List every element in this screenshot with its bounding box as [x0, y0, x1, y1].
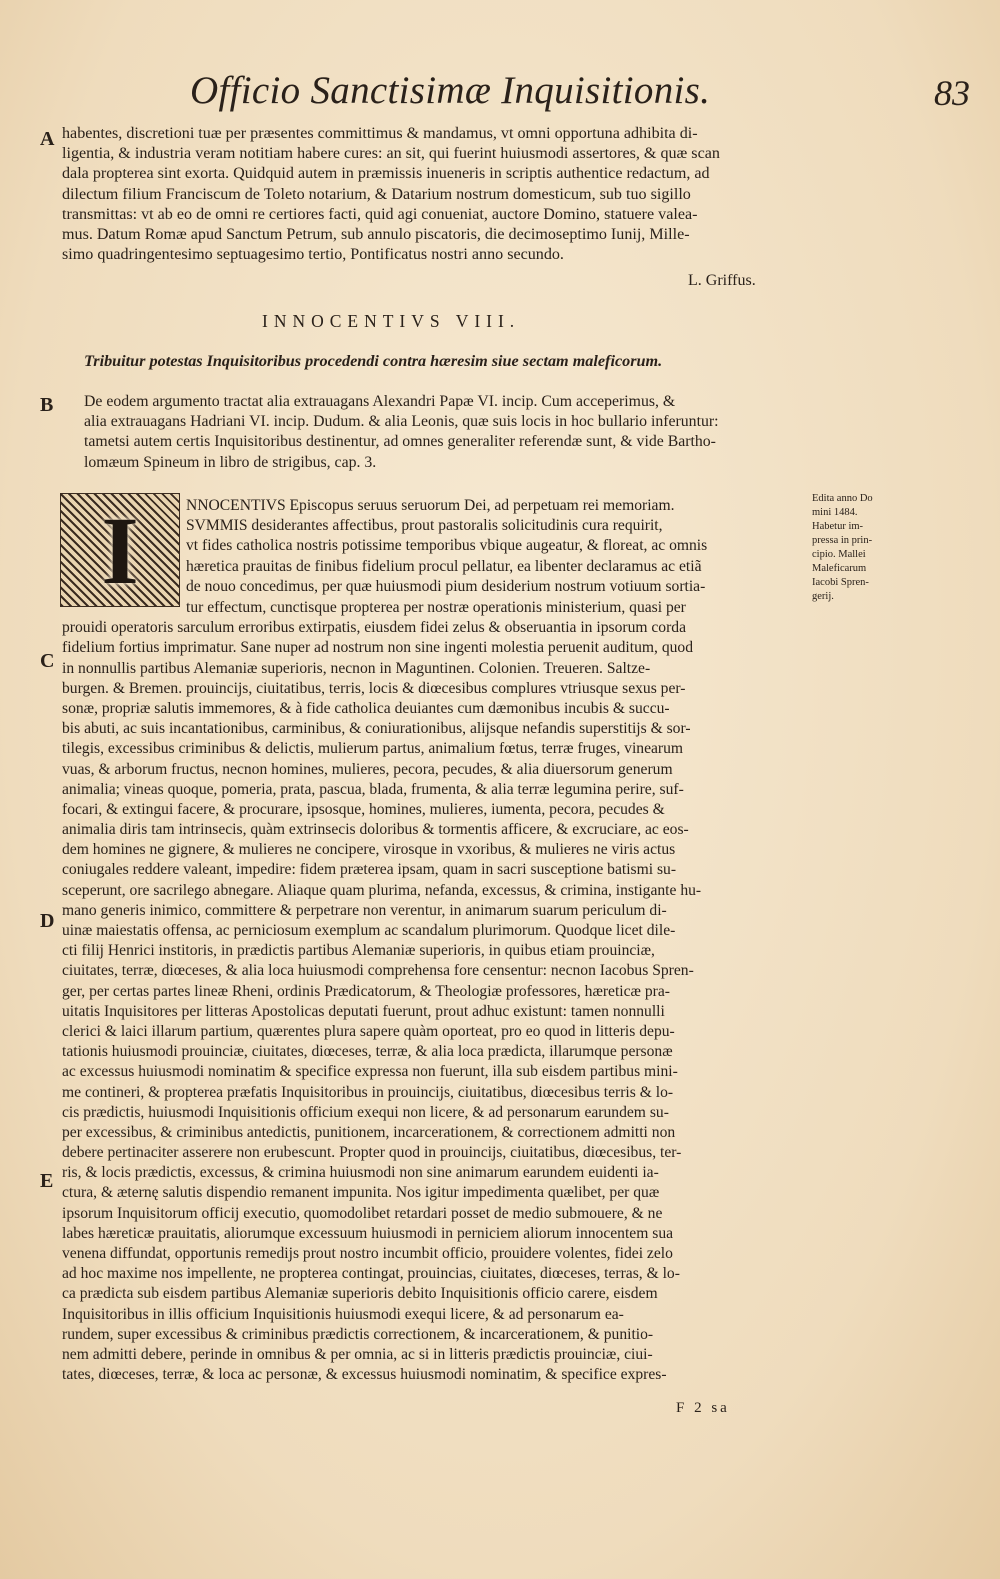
text-line: animalia diris tam intrinsecis, quàm extrinsecis doloribus & tormentis afficere, & excruciare, ac eos- — [62, 821, 689, 839]
section-marker-a: A — [40, 128, 55, 150]
text-line: mano generis inimico, committere & perpetrare non verentur, in animarum suarum periculum di- — [62, 901, 667, 919]
section-heading: INNOCENTIVS VIII. — [262, 311, 521, 331]
text-line: bis abuti, ac suis incantationibus, carminibus, & coniurationibus, alijsque nefandis superstitijs & sor- — [62, 720, 691, 738]
text-line: me contineri, & propterea præfatis Inquisitoribus in prouincijs, ciuitatibus, diœcesibus terris & lo- — [62, 1083, 674, 1101]
text-line: fidelium fortius imprimatur. Sane nuper ad nostrum non sine ingenti molestia peruenit auditum, quod — [62, 639, 694, 657]
signature: L. Griffus. — [688, 272, 756, 289]
text-line: lomæum Spineum in libro de strigibus, cap. 3. — [84, 453, 377, 471]
page-number: 83 — [934, 73, 970, 113]
paragraph-b — [84, 392, 812, 473]
text-line: per excessibus, & criminibus antedictis, punitionem, incarcerationem, & correctionem admitti non — [62, 1123, 676, 1141]
text-line: alia extrauagans Hadriani VI. incip. Dudum. & alia Leonis, quæ suis locis in hoc bullario inferuntur: — [84, 413, 719, 431]
text-line: dala propterea sint exorta. Quidquid autem in præmissis inueneris in scriptis authentice redactum, ad — [62, 165, 710, 183]
text-line: debere pertinaciter asserere non erubescunt. Propter quod in prouincijs, ciuitatibus, diœcesibus, ter- — [62, 1144, 682, 1162]
text-line: venena diffundat, opportunis remedijs prout nostro incumbit officio, prouidere volentes, fidei zelo — [62, 1245, 673, 1262]
margin-note-line: Habetur im- — [812, 521, 864, 532]
text-line: simo quadringentesimo septuagesimo tertio, Pontificatus nostri anno secundo. — [62, 246, 564, 264]
text-line: cis prædictis, huiusmodi Inquisitionis officium exequi non licere, & ad personarum earundem su- — [62, 1103, 669, 1121]
text-line: coniugales reddere valeant, impedire: fidem præterea ipsam, quam in sacri susceptione batismi su- — [62, 861, 677, 879]
section-marker-c: C — [40, 650, 55, 672]
text-line: dem homines ne gignere, & mulieres ne concipere, virosque in vxoribus, & mulieres ne viris actus — [62, 841, 676, 859]
text-line: habentes, discretioni tuæ per præsentes committimus & mandamus, vt omni opportuna adhibita di- — [62, 125, 698, 142]
text-line: uitatis Inquisitores per litteras Apostolicas deputati fuerunt, prout adhuc existunt: tamen nonnulli — [62, 1002, 665, 1020]
text-line: tametsi autem certis Inquisitoribus destinentur, ad omnes generaliter referendæ sunt, & vide Bartho- — [84, 433, 716, 451]
paragraph-a — [62, 124, 814, 265]
section-marker-e: E — [40, 1170, 54, 1192]
text-line: animalia; vineas quoque, pomeria, prata, pascua, blada, frumenta, & alia terræ legumina perire, suf- — [62, 780, 684, 798]
section-marker-d: D — [40, 910, 55, 932]
margin-note-line: Iacobi Spren- — [812, 577, 869, 588]
text-line: vt fides catholica nostris potissime temporibus vbique augeatur, & floreat, ac omnis — [186, 537, 708, 555]
text-line: NNOCENTIVS Episcopus seruus seruorum Dei, ad perpetuam rei memoriam. — [186, 497, 675, 514]
text-line: prouidi operatoris sarculum erroribus extirpatis, eiusdem fidei zelus & obseruantia in ipsorum corda — [62, 619, 687, 637]
rubric: Tribuitur potestas Inquisitoribus procedendi contra hæresim siue sectam maleficorum. — [84, 352, 663, 370]
text-line: ger, per certas partes lineæ Rheni, ordinis Prædicatorum, & Theologiæ professores, hæreticæ pra- — [62, 982, 670, 1000]
signature-mark: F 2 sa — [676, 1400, 730, 1416]
text-line: sonæ, propriæ salutis immemores, & à fide catholica deuiantes cum dæmonibus incubis & succu- — [62, 699, 670, 717]
text-line: ipsorum Inquisitorum officij executio, quomodolibet retardari posset de medio submouere, & ne — [62, 1204, 663, 1222]
margin-note-line: Edita anno Do — [812, 493, 873, 504]
text-line: vuas, & arborum fructus, necnon homines, mulieres, pecora, pecudes, & alia diuersorum generum — [62, 760, 673, 778]
margin-note-line: cipio. Mallei — [812, 549, 866, 560]
running-title: Officio Sanctisimæ Inquisitionis. — [190, 69, 711, 112]
text-line: nem admitti debere, perinde in omnibus & per omnia, ac si in litteris prædictis prouinciæ, ciui- — [62, 1345, 653, 1363]
decorated-initial — [60, 493, 180, 607]
text-line: cti filij Henrici institoris, in prædictis partibus Alemaniæ superioris, in quibus etiam prouinciæ, — [62, 942, 655, 960]
text-line: ligentia, & industria veram notitiam habere cures: an sit, qui fuerint huiusmodi assertores, & quæ scan — [62, 145, 720, 163]
margin-note — [812, 492, 904, 604]
text-line: sceperunt, ore sacrilego abnegare. Aliaque quam plurima, nefanda, excessus, & crimina, instigante hu- — [62, 881, 702, 899]
text-line: tationis huiusmodi prouinciæ, ciuitates, diœceses, terræ, & alia loca prædicta, illarumque personæ — [62, 1043, 673, 1061]
text-line: rundem, super excessibus & criminibus prædictis correctionem, & incarcerationem, & punitio- — [62, 1325, 654, 1343]
text-line: Inquisitoribus in illis officium Inquisitionis huiusmodi exequi licere, & ad personarum ea- — [62, 1305, 624, 1323]
text-line: ris, & locis prædictis, excessus, & crimina huiusmodi non sine animarum earundem euidenti ia- — [62, 1164, 659, 1182]
text-line: SVMMIS desiderantes affectibus, prout pastoralis solicitudinis cura requirit, — [186, 517, 663, 535]
text-line: tates, diœceses, terræ, & loca ac personæ, & excessus huiusmodi nominatim, & specifice expres- — [62, 1366, 667, 1384]
text-line: mus. Datum Romæ apud Sanctum Petrum, sub annulo piscatoris, die decimoseptimo Iunij, Mille- — [62, 225, 690, 243]
text-line: labes hæreticæ prauitatis, aliorumque excessuum huiusmodi in perniciem aliorum innocentem sua — [62, 1224, 674, 1242]
main-paragraph — [62, 598, 814, 1385]
section-marker-b: B — [40, 394, 54, 416]
initial-letter: I — [101, 496, 139, 604]
running-header — [190, 68, 970, 128]
text-line: De eodem argumento tractat alia extrauagans Alexandri Papæ VI. incip. Cum acceperimus, & — [84, 393, 676, 410]
text-line: in nonnullis partibus Alemaniæ superioris, necnon in Maguntinen. Colonien. Treueren. Saltze- — [62, 659, 651, 677]
text-line: ctura, & æternę salutis dispendio remanent impunita. Nos igitur impedimenta quælibet, per quæ — [62, 1184, 660, 1202]
margin-note-line: gerij. — [812, 591, 834, 602]
text-line: ac excessus huiusmodi nominatim & specifice expressa non fuerunt, illa sub eisdem partibus mini- — [62, 1063, 678, 1081]
text-line: focari, & extingui facere, & procurare, ipsosque, homines, mulieres, iumenta, pecora, pecudes & — [62, 800, 665, 818]
text-line: ad hoc maxime nos impellente, ne propterea contingat, prouincias, ciuitates, diœceses, terras, & lo- — [62, 1265, 680, 1283]
text-line: clerici & laici illarum partium, quærentes plura sapere quàm oporteat, pro eo quod in litteris depu- — [62, 1022, 675, 1040]
margin-note-line: Maleficarum — [812, 563, 867, 574]
text-line: ca prædicta sub eisdem partibus Alemaniæ superioris debito Inquisitionis officio carere, eisdem — [62, 1285, 658, 1303]
text-line: dilectum filium Franciscum de Toleto notarium, & Datarium nostrum domesticum, sub tuo sigillo — [62, 185, 691, 203]
text-line: hæretica prauitas de finibus fidelium procul pellatur, ea libenter declaramus ac etiã — [186, 557, 702, 575]
text-line: uinæ maiestatis offensa, ac perniciosum exemplum ac scandalum plurimorum. Quodque licet dile- — [62, 922, 676, 939]
text-line: ciuitates, terræ, diœceses, & alia loca huiusmodi comprehensa fore censentur: necnon Iacobus Spren- — [62, 962, 694, 980]
text-line: tilegis, excessibus criminibus & delictis, mulierum partus, animalium fœtus, terræ fruges, vinearum — [62, 740, 684, 758]
text-line: de nouo concedimus, per quæ huiusmodi pium desiderium nostrum votiuum sortia- — [186, 577, 706, 595]
text-line: tur effectum, cunctisque propterea per nostræ operationis ministerium, quasi per — [186, 599, 686, 616]
text-line: transmittas: vt ab eo de omni re certiores facti, quid agi conueniat, auctore Domino, statuere valea- — [62, 205, 698, 223]
margin-note-line: mini 1484. — [812, 507, 858, 518]
margin-note-line: pressa in prin- — [812, 535, 873, 546]
text-line: burgen. & Bremen. prouincijs, ciuitatibus, terris, locis & diœcesibus complures vtriusque sexus per- — [62, 679, 686, 697]
opening-paragraph — [186, 496, 808, 597]
